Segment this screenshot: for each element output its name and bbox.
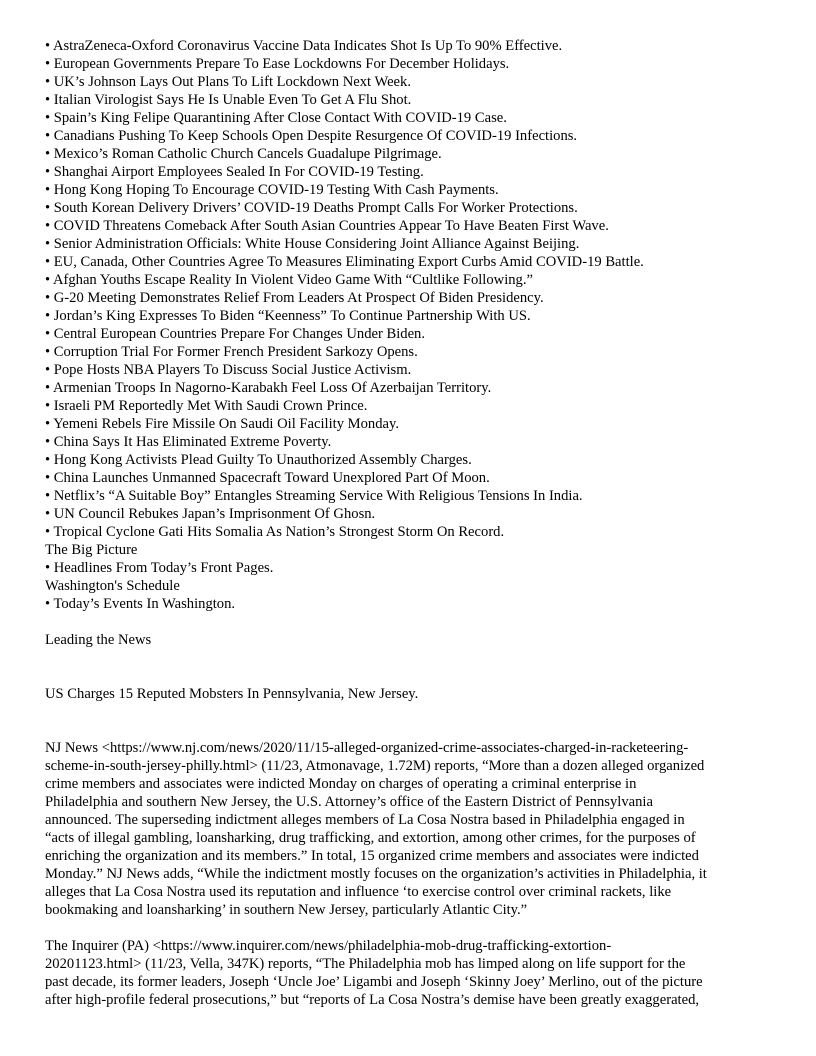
list-item: • EU, Canada, Other Countries Agree To Measures Eliminating Export Curbs Amid COVID-19 Battle. (45, 254, 644, 270)
list-item: • UK’s Johnson Lays Out Plans To Lift Lockdown Next Week. (45, 74, 411, 90)
paragraph-line: Philadelphia and southern New Jersey, the U.S. Attorney’s office of the Eastern District of Pennsylvania (45, 794, 653, 810)
list-item: • Hong Kong Activists Plead Guilty To Unauthorized Assembly Charges. (45, 452, 472, 468)
paragraph-line: 20201123.html> (11/23, Vella, 347K) reports, “The Philadelphia mob has limped along on life support for the (45, 956, 686, 972)
paragraph-line: after high-profile federal prosecutions,” but “reports of La Cosa Nostra’s demise have been greatly exaggerated, (45, 992, 700, 1008)
list-item: • Afghan Youths Escape Reality In Violent Video Game With “Cultlike Following.” (45, 272, 533, 288)
list-item: • Pope Hosts NBA Players To Discuss Social Justice Activism. (45, 362, 412, 378)
paragraph-line: alleges that La Cosa Nostra used its reputation and influence ‘to exercise control over criminal rackets, like (45, 884, 672, 900)
list-item: • China Says It Has Eliminated Extreme Poverty. (45, 434, 332, 450)
list-item: • Shanghai Airport Employees Sealed In For COVID-19 Testing. (45, 164, 424, 180)
list-item: • Central European Countries Prepare For Changes Under Biden. (45, 326, 425, 342)
article-paragraph (45, 739, 772, 919)
paragraph-line: enriching the organization and its members.” In total, 15 organized crime members and associates were indicted (45, 848, 699, 864)
list-item: • UN Council Rebukes Japan’s Imprisonment Of Ghosn. (45, 506, 376, 522)
article-headline: US Charges 15 Reputed Mobsters In Pennsylvania, New Jersey. (45, 686, 419, 702)
list-item: • Canadians Pushing To Keep Schools Open Despite Resurgence Of COVID-19 Infections. (45, 128, 578, 144)
list-item: • Yemeni Rebels Fire Missile On Saudi Oil Facility Monday. (45, 416, 399, 432)
list-item: • China Launches Unmanned Spacecraft Toward Unexplored Part Of Moon. (45, 470, 490, 486)
section-heading-leading-news: Leading the News (45, 632, 152, 648)
article-paragraph (45, 937, 772, 1009)
spacer (45, 613, 772, 631)
list-item: • Israeli PM Reportedly Met With Saudi Crown Prince. (45, 398, 368, 414)
paragraph-line: announced. The superseding indictment alleges members of La Cosa Nostra based in Philadelphia engaged in (45, 812, 685, 828)
spacer (45, 919, 772, 937)
list-item: • G-20 Meeting Demonstrates Relief From Leaders At Prospect Of Biden Presidency. (45, 290, 544, 306)
spacer (45, 703, 772, 739)
list-item: • Italian Virologist Says He Is Unable Even To Get A Flu Shot. (45, 92, 412, 108)
bullet-list-top (45, 37, 772, 541)
section-heading-big-picture: The Big Picture (45, 542, 138, 558)
list-item: • Netflix’s “A Suitable Boy” Entangles Streaming Service With Religious Tensions In India. (45, 488, 583, 504)
list-item: • Senior Administration Officials: White House Considering Joint Alliance Against Beijing. (45, 236, 580, 252)
list-item: • Hong Kong Hoping To Encourage COVID-19 Testing With Cash Payments. (45, 182, 499, 198)
list-item: • Tropical Cyclone Gati Hits Somalia As Nation’s Strongest Storm On Record. (45, 524, 505, 540)
list-item: • Mexico’s Roman Catholic Church Cancels Guadalupe Pilgrimage. (45, 146, 442, 162)
list-item: • Corruption Trial For Former French President Sarkozy Opens. (45, 344, 418, 360)
spacer (45, 649, 772, 685)
list-item: • COVID Threatens Comeback After South Asian Countries Appear To Have Beaten First Wave. (45, 218, 609, 234)
list-item: • Jordan’s King Expresses To Biden “Keenness” To Continue Partnership With US. (45, 308, 531, 324)
list-item: • AstraZeneca-Oxford Coronavirus Vaccine Data Indicates Shot Is Up To 90% Effective. (45, 38, 563, 54)
paragraph-line: The Inquirer (PA) <https://www.inquirer.com/news/philadelphia-mob-drug-trafficking-extortion- (45, 938, 612, 954)
list-item: • Armenian Troops In Nagorno-Karabakh Feel Loss Of Azerbaijan Territory. (45, 380, 492, 396)
list-item: • South Korean Delivery Drivers’ COVID-19 Deaths Prompt Calls For Worker Protections. (45, 200, 578, 216)
list-item: • European Governments Prepare To Ease Lockdowns For December Holidays. (45, 56, 510, 72)
list-item: • Today’s Events In Washington. (45, 596, 236, 612)
paragraph-line: crime members and associates were indicted Monday on charges of operating a criminal enterprise in (45, 776, 637, 792)
list-item: • Spain’s King Felipe Quarantining After Close Contact With COVID-19 Case. (45, 110, 507, 126)
paragraph-line: scheme-in-south-jersey-philly.html> (11/23, Atmonavage, 1.72M) reports, “More than a dozen alleged organized (45, 758, 705, 774)
paragraph-line: past decade, its former leaders, Joseph ‘Uncle Joe’ Ligambi and Joseph ‘Skinny Joey’ Merlino, out of the picture (45, 974, 703, 990)
section-heading-schedule: Washington's Schedule (45, 578, 180, 594)
paragraph-line: bookmaking and loansharking’ in southern New Jersey, particularly Atlantic City.” (45, 902, 528, 918)
paragraph-line: “acts of illegal gambling, loansharking, drug trafficking, and extortion, among other crimes, for the purposes of (45, 830, 696, 846)
list-item: • Headlines From Today’s Front Pages. (45, 560, 274, 576)
paragraph-line: NJ News <https://www.nj.com/news/2020/11/15-alleged-organized-crime-associates-charged-in-racketeering- (45, 740, 689, 756)
paragraph-line: Monday.” NJ News adds, “While the indictment mostly focuses on the organization’s activities in Philadelphia, it (45, 866, 707, 882)
